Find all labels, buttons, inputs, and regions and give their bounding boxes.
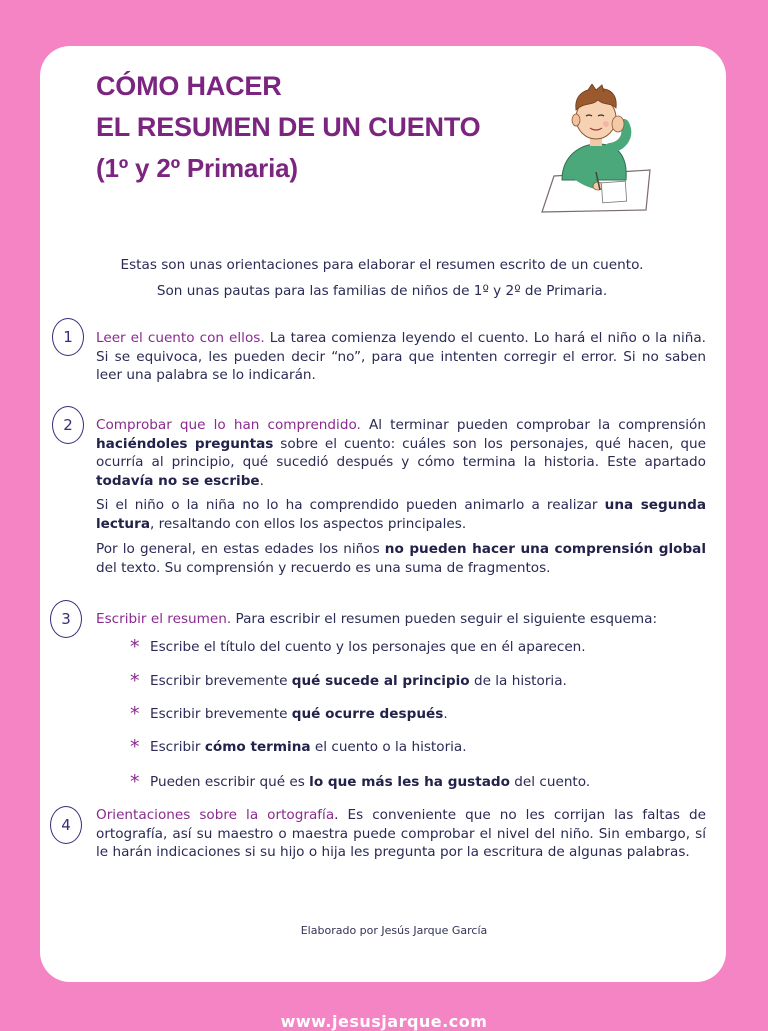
list-item [130, 638, 586, 656]
bullet-text-end: del cuento. [509, 774, 591, 790]
star-bullet-icon: * [130, 771, 140, 793]
step-2-p2-text-b: , resaltando con ellos los aspectos principales. [150, 515, 467, 532]
step-number-3: 3 [50, 600, 82, 638]
step-4-body: . Es conveniente que no les corrijan las faltas de ortografía, así su maestro o maestra puede comprobar el nivel del niño. Sin embargo, sí le harán indicaciones si su hijo o hija les pregunta por la escritura de algunas palabras. [96, 807, 706, 861]
step-2-paragraph-2 [96, 496, 706, 533]
step-3-heading: Escribir el resumen. [96, 611, 232, 627]
step-2-p1-text-a: Al terminar pueden comprobar la comprensión [360, 417, 706, 433]
step-4-text [96, 806, 706, 862]
star-bullet-icon: * [130, 636, 140, 658]
bullet-text-end: el cuento o la historia. [310, 739, 467, 755]
step-2-p3-text-a: Por lo general, en estas edades los niños [96, 541, 385, 557]
step-1-text [96, 329, 706, 385]
step-2-p2-text-a: Si el niño o la niña no lo ha comprendido pueden animarlo a realizar [96, 497, 605, 513]
step-number-4: 4 [50, 806, 82, 844]
list-item [130, 705, 448, 723]
step-2-p1-bold-a: haciéndoles preguntas [96, 435, 274, 452]
step-number-2: 2 [52, 406, 84, 444]
list-item [130, 738, 467, 756]
bullet-text: Escribir brevemente [150, 673, 292, 689]
title-line-3: (1º y 2º Primaria) [96, 153, 298, 183]
bullet-text: Escribe el título del cuento y los personajes que en él aparecen. [150, 639, 586, 655]
intro-text [96, 252, 668, 304]
step-4-heading: Orientaciones sobre la ortografía [96, 807, 335, 823]
bullet-bold: qué ocurre después [291, 706, 444, 722]
bullet-text-end: de la historia. [469, 673, 567, 689]
step-2-paragraph-3 [96, 540, 706, 577]
bullet-text: Escribir brevemente [150, 706, 292, 722]
step-2-p2-bold: una segunda lectura [96, 497, 706, 532]
list-item [130, 672, 567, 690]
bullet-text-end: . [443, 706, 448, 722]
step-1-body: La tarea comienza leyendo el cuento. Lo hará el niño o la niña. Si se equivoca, les pueden decir “no”, para que intenten corregir el error. Si no saben leer una palabra se lo indicarán. [96, 330, 706, 384]
website-url[interactable]: www.jesusjarque.com [280, 1012, 488, 1031]
step-2-p3-bold: no pueden hacer una comprensión global [384, 541, 707, 557]
step-2-p1-bold-b: todavía no se escribe [96, 472, 260, 489]
star-bullet-icon: * [130, 670, 140, 692]
step-3-body: Para escribir el resumen pueden seguir el siguiente esquema: [231, 611, 658, 627]
title-line-2: EL RESUMEN DE UN CUENTO [96, 112, 481, 142]
star-bullet-icon: * [130, 703, 140, 725]
page-title [96, 66, 480, 189]
step-2-paragraph-1 [96, 416, 706, 490]
child-writing-illustration [540, 84, 660, 216]
bullet-text: Escribir [150, 739, 205, 755]
author-credit: Elaborado por Jesús Jarque García [300, 924, 488, 937]
bullet-bold: qué sucede al principio [291, 673, 470, 689]
bullet-bold: lo que más les ha gustado [309, 774, 510, 790]
step-number-1: 1 [52, 318, 84, 356]
step-2-p3-text-b: del texto. Su comprensión y recuerdo es una suma de fragmentos. [96, 559, 551, 576]
step-2-p1-text-c: . [259, 472, 264, 489]
intro-line-2: Son unas pautas para las familias de niños de 1º y 2º de Primaria. [156, 283, 608, 299]
step-3-text [96, 610, 706, 629]
list-item [130, 773, 590, 791]
step-2-heading: Comprobar que lo han comprendido. [96, 417, 361, 433]
title-line-1: CÓMO HACER [96, 71, 282, 101]
bullet-text: Pueden escribir qué es [150, 774, 310, 790]
star-bullet-icon: * [130, 736, 140, 758]
step-1-heading: Leer el cuento con ellos. [96, 330, 265, 346]
bullet-bold: cómo termina [204, 739, 311, 755]
step-2-p1-text-b: sobre el cuento: cuáles son los personajes, qué hacen, que ocurría al principio, qué sucedió después y cómo termina la historia. Este apartado [96, 435, 706, 471]
intro-line-1: Estas son unas orientaciones para elaborar el resumen escrito de un cuento. [120, 257, 644, 273]
